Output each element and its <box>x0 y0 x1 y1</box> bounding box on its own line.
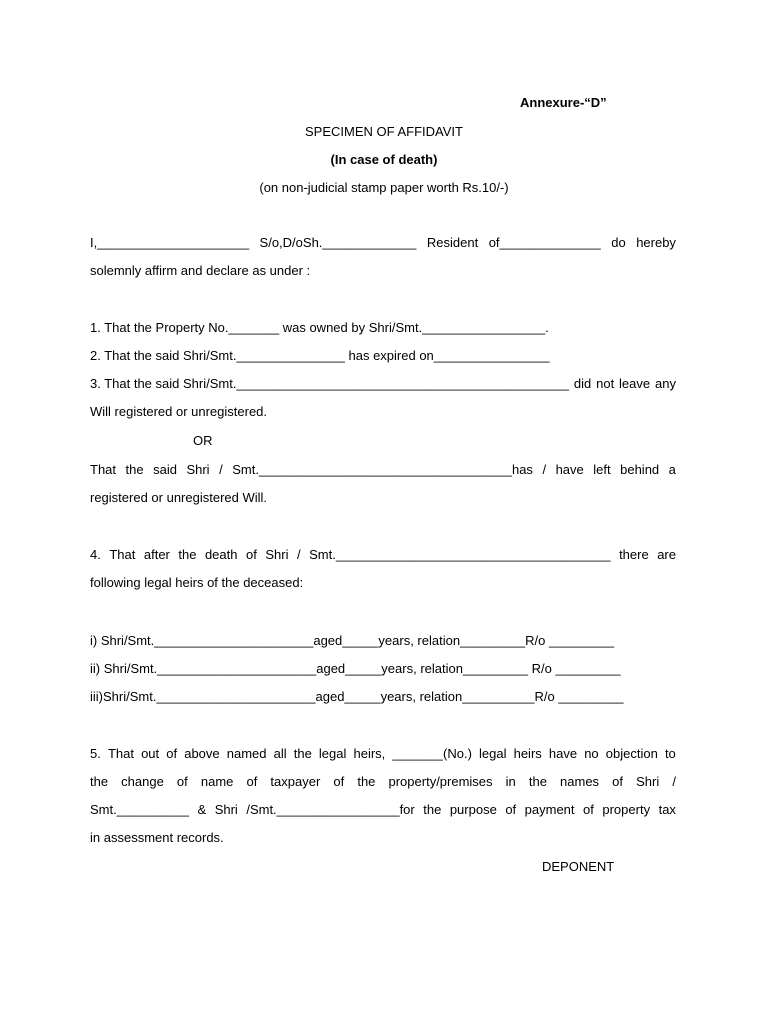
clause-5-line-3: Smt.__________ & Shri /Smt._________________for the purpose of payment of property tax <box>90 802 676 817</box>
deponent-label: DEPONENT <box>542 859 615 874</box>
clause-5-line-4: in assessment records. <box>90 830 224 845</box>
document-title: SPECIMEN OF AFFIDAVIT <box>305 124 463 139</box>
alternative-line-1: That the said Shri / Smt.___________________________________has / have left behind a <box>90 462 676 477</box>
intro-line-2: solemnly affirm and declare as under : <box>90 263 311 278</box>
stamp-paper-note: (on non-judicial stamp paper worth Rs.10/-) <box>259 180 509 195</box>
clause-2: 2. That the said Shri/Smt._______________ has expired on________________ <box>90 348 550 363</box>
or-separator: OR <box>193 433 213 448</box>
clause-3-line-1: 3. That the said Shri/Smt.______________________________________________ did not leave any <box>90 376 676 391</box>
clause-4 <box>90 547 676 591</box>
clause-3 <box>90 376 676 420</box>
clause-4-line-1: 4. That after the death of Shri / Smt.______________________________________ there are <box>90 547 676 562</box>
clause-1: 1. That the Property No._______ was owned by Shri/Smt._________________. <box>90 320 549 335</box>
clause-3-line-2: Will registered or unregistered. <box>90 404 268 419</box>
clause-3-alternative <box>90 462 676 506</box>
clause-5-line-1: 5. That out of above named all the legal heirs, _______(No.) legal heirs have no objection to <box>90 746 676 761</box>
clause-5-line-2: the change of name of taxpayer of the property/premises in the names of Shri / <box>90 774 676 789</box>
intro-paragraph <box>90 235 676 279</box>
heir-row-3: iii)Shri/Smt.______________________aged_____years, relation__________R/o _________ <box>90 689 624 704</box>
intro-line-1: I,_____________________ S/o,D/oSh._____________ Resident of______________ do hereby <box>90 235 676 250</box>
heir-row-2: ii) Shri/Smt.______________________aged_____years, relation_________ R/o _________ <box>90 661 621 676</box>
alternative-line-2: registered or unregistered Will. <box>90 490 268 505</box>
clause-5 <box>90 746 676 846</box>
document-subtitle: (In case of death) <box>330 152 438 167</box>
heir-row-1: i) Shri/Smt.______________________aged_____years, relation_________R/o _________ <box>90 633 615 648</box>
annexure-label: Annexure-“D” <box>520 95 607 110</box>
clause-4-line-2: following legal heirs of the deceased: <box>90 575 304 590</box>
